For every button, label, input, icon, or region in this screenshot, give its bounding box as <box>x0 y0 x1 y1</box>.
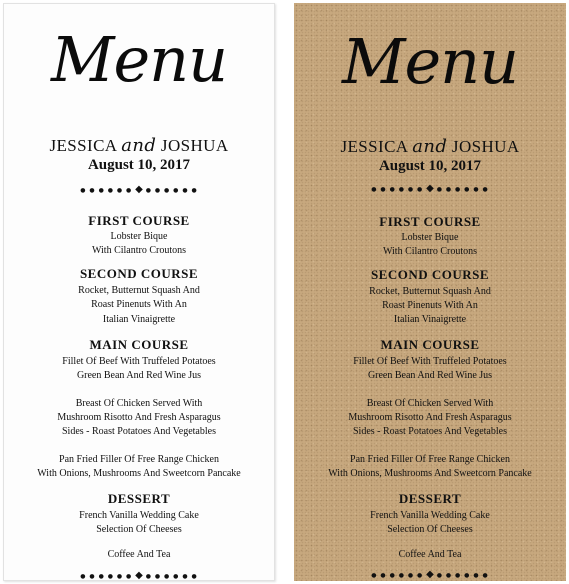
menu-line: Roast Pinenuts With An <box>91 299 187 310</box>
dessert-heading: DESSERT <box>107 491 171 506</box>
dessert-heading: DESSERT <box>398 491 462 506</box>
menu-line: Breast Of Chicken Served With <box>366 398 494 409</box>
menu-line: Italian Vinaigrette <box>102 314 176 325</box>
menu-title: Menu <box>341 25 519 98</box>
menu-line: Fillet Of Beef With Truffeled Potatoes <box>62 356 216 367</box>
menu-line: Rocket, Butternut Squash And <box>78 285 200 296</box>
couple-and: and <box>412 136 448 157</box>
second-course-heading: SECOND COURSE <box>370 267 490 282</box>
first-course-heading: FIRST COURSE <box>379 214 481 229</box>
main-course-heading: MAIN COURSE <box>380 337 480 352</box>
menu-line: Lobster Bique <box>110 231 168 242</box>
menu-line: Lobster Bique <box>401 232 459 243</box>
menu-line: Italian Vinaigrette <box>393 314 467 325</box>
menu-line: Fillet Of Beef With Truffeled Potatoes <box>353 356 507 367</box>
menu-line: French Vanilla Wedding Cake <box>79 510 199 521</box>
diamond-ornament-icon: ◆ <box>426 569 434 580</box>
diamond-ornament-icon: ◆ <box>426 183 434 194</box>
menu-line: Mushroom Risotto And Fresh Asparagus <box>57 412 221 423</box>
menu-card-white <box>3 3 275 581</box>
second-course-heading: SECOND COURSE <box>79 266 199 281</box>
diamond-ornament-icon: ◆ <box>135 570 143 581</box>
couple-and: and <box>121 135 157 156</box>
first-course-heading: FIRST COURSE <box>88 213 190 228</box>
ornament-divider-bottom: ● ● ● ● ● ● ◆ ● ● ● ● ● ● <box>80 570 198 581</box>
ornament-divider: ● ● ● ● ● ● ◆ ● ● ● ● ● ● <box>371 183 489 194</box>
menu-line: French Vanilla Wedding Cake <box>370 510 490 521</box>
menu-line: Pan Fried Filler Of Free Range Chicken <box>350 454 510 465</box>
menu-card-kraft <box>294 3 566 581</box>
menu-line: Coffee And Tea <box>398 549 462 560</box>
couple-first-name: JESSICA <box>340 137 408 156</box>
menu-line: Green Bean And Red Wine Jus <box>367 370 493 381</box>
menu-line: Selection Of Cheeses <box>387 524 473 535</box>
menu-line: With Cilantro Croutons <box>382 246 478 257</box>
menu-line: With Onions, Mushrooms And Sweetcorn Pancake <box>37 468 241 479</box>
couple-names <box>4 135 274 156</box>
menu-line: Pan Fried Filler Of Free Range Chicken <box>59 454 219 465</box>
main-course-heading: MAIN COURSE <box>89 337 189 352</box>
menu-line: Coffee And Tea <box>107 549 171 560</box>
diamond-ornament-icon: ◆ <box>135 184 143 195</box>
menu-title: Menu <box>50 23 228 96</box>
couple-first-name: JESSICA <box>49 136 117 155</box>
menu-line: Sides - Roast Potatoes And Vegetables <box>62 426 216 437</box>
event-date: August 10, 2017 <box>378 158 482 174</box>
menu-line: Sides - Roast Potatoes And Vegetables <box>353 426 507 437</box>
menu-line: Rocket, Butternut Squash And <box>369 286 491 297</box>
menu-line: Selection Of Cheeses <box>96 524 182 535</box>
couple-second-name: JOSHUA <box>160 136 229 155</box>
menu-line: Roast Pinenuts With An <box>382 300 478 311</box>
couple-names <box>294 136 566 157</box>
couple-second-name: JOSHUA <box>451 137 520 156</box>
menu-line: Mushroom Risotto And Fresh Asparagus <box>348 412 512 423</box>
ornament-divider-bottom: ● ● ● ● ● ● ◆ ● ● ● ● ● ● <box>371 569 489 580</box>
menu-line: With Cilantro Croutons <box>91 245 187 256</box>
menu-line: Green Bean And Red Wine Jus <box>76 370 202 381</box>
ornament-divider: ● ● ● ● ● ● ◆ ● ● ● ● ● ● <box>80 184 198 195</box>
menu-line: Breast Of Chicken Served With <box>75 398 203 409</box>
event-date: August 10, 2017 <box>87 157 191 173</box>
menu-line: With Onions, Mushrooms And Sweetcorn Pancake <box>328 468 532 479</box>
